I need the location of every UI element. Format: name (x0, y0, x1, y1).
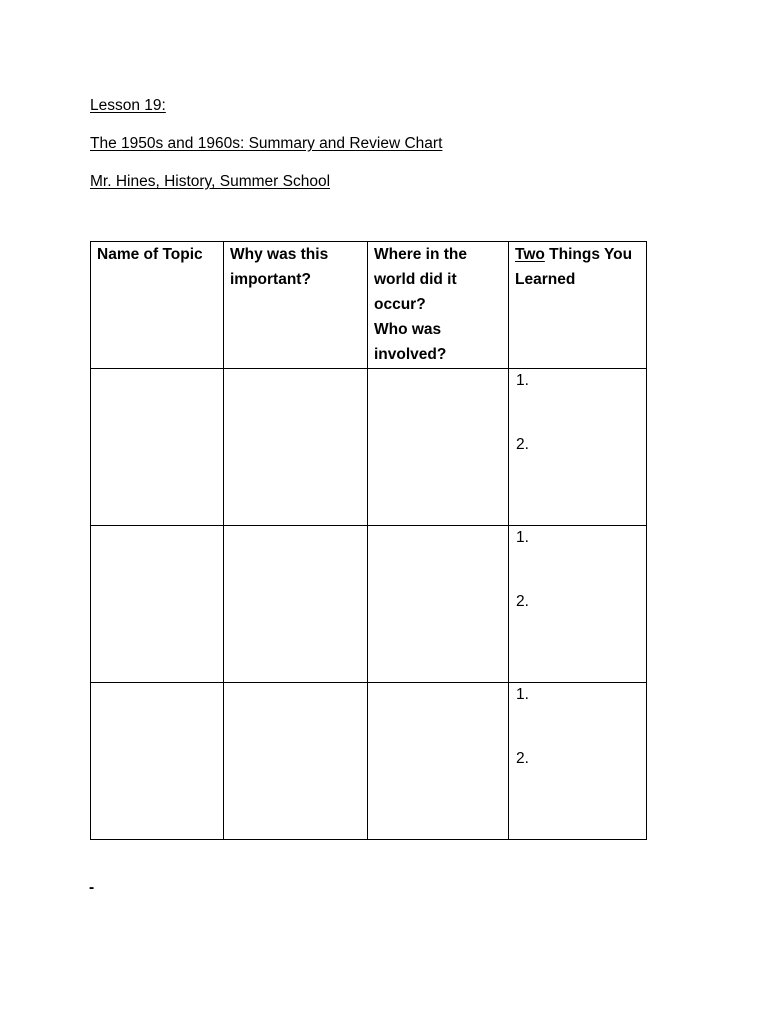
things-learned-cell[interactable] (509, 683, 647, 840)
importance-cell[interactable] (224, 683, 368, 840)
importance-cell[interactable] (224, 526, 368, 683)
column-header-location-line-1: Where in the world did it occur? (374, 246, 468, 313)
teacher-course-line: Mr. Hines, History, Summer School (90, 173, 331, 190)
location-cell[interactable] (368, 369, 509, 526)
summary-review-table (90, 241, 647, 840)
column-header-things-learned-rest: Things You Learned (515, 246, 633, 288)
topic-cell[interactable] (91, 683, 224, 840)
item-label-2: 2. (516, 593, 529, 610)
topic-cell[interactable] (91, 369, 224, 526)
column-header-topic: Name of Topic (91, 242, 224, 369)
item-label-2: 2. (516, 750, 529, 767)
location-cell[interactable] (368, 526, 509, 683)
things-learned-cell[interactable] (509, 369, 647, 526)
item-label-1: 1. (516, 372, 529, 389)
location-cell[interactable] (368, 683, 509, 840)
table-header-row (91, 242, 647, 369)
document-title: The 1950s and 1960s: Summary and Review Chart (90, 135, 443, 152)
item-label-1: 1. (516, 529, 529, 546)
column-header-location (368, 242, 509, 369)
column-header-importance: Why was this important? (224, 242, 368, 369)
table-row (91, 683, 647, 840)
item-label-1: 1. (516, 686, 529, 703)
things-learned-cell[interactable] (509, 526, 647, 683)
importance-cell[interactable] (224, 369, 368, 526)
column-header-location-line-2: Who was involved? (374, 321, 447, 363)
table-row (91, 369, 647, 526)
column-header-things-learned (509, 242, 647, 369)
footer-dash-mark: - (89, 879, 95, 896)
emphasis-two: Two (515, 246, 545, 263)
item-label-2: 2. (516, 436, 529, 453)
table-row (91, 526, 647, 683)
topic-cell[interactable] (91, 526, 224, 683)
lesson-number: Lesson 19: (90, 97, 166, 114)
